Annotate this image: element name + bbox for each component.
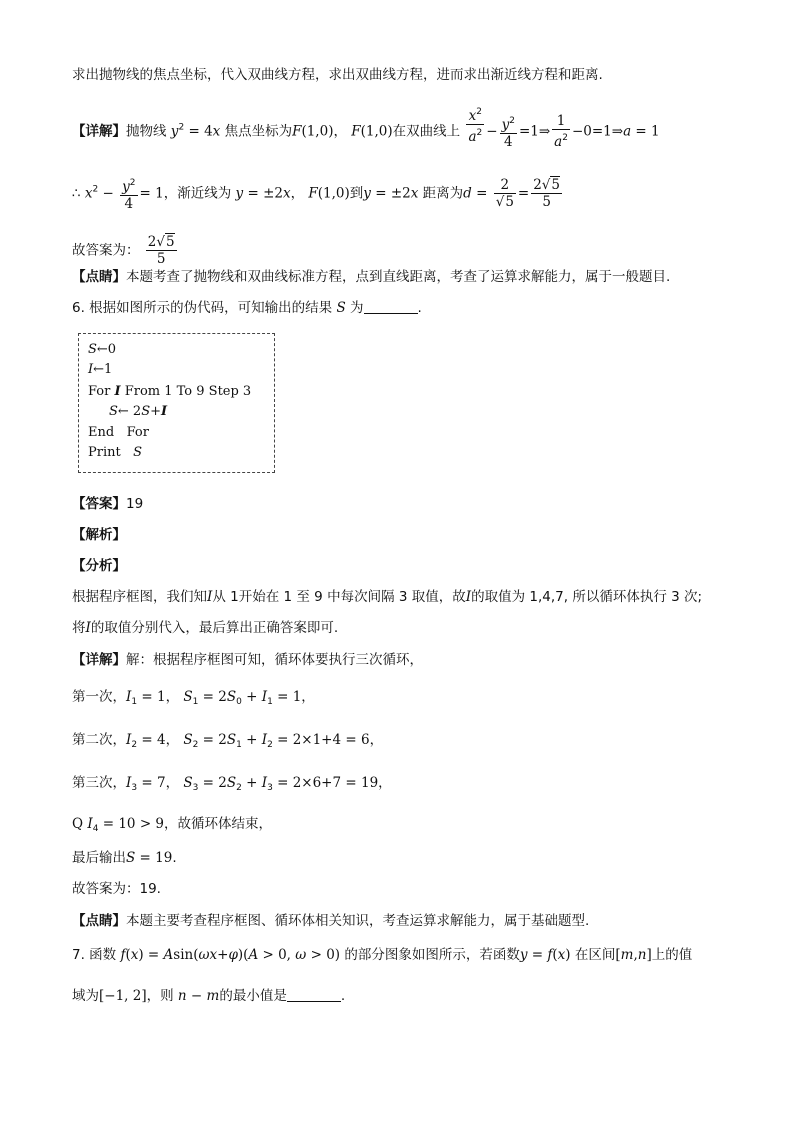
answer-blank: [287, 989, 341, 1002]
comment-label: 【点睛】: [72, 269, 126, 285]
text: 第二次，: [72, 732, 126, 748]
text: ，: [369, 732, 384, 748]
comment-line: [72, 268, 670, 286]
text: 域为: [72, 988, 99, 1004]
text: 故答案为：: [72, 242, 140, 259]
text: 距离为: [422, 185, 464, 202]
text: 在双曲线上: [392, 123, 461, 140]
text: ，: [165, 689, 180, 705]
output-line: 最后输出S = 19.: [72, 850, 177, 866]
text: 的部分图象如图所示，若函数: [344, 947, 520, 963]
code-line: For I From 1 To 9 Step 3: [88, 384, 252, 399]
text-line: [72, 66, 603, 84]
text: 求出抛物线的焦点坐标，代入双曲线方程，求出双曲线方程，进而求出渐近线方程和距离.: [72, 67, 603, 83]
text: 6. 根据如图所示的伪代码，可知输出的结果: [72, 300, 333, 316]
detail2-line: [72, 651, 423, 669]
comment2-line: [72, 912, 589, 930]
text: 本题考查了抛物线和双曲线标准方程，点到直线距离，考查了运算求解能力，属于一般题目.: [126, 269, 671, 285]
fenxi-label: 【分析】: [72, 558, 126, 574]
analysis-heading: [72, 526, 126, 544]
text: 最后输出: [72, 850, 126, 866]
text: .: [172, 850, 177, 866]
code-line: Print S: [88, 445, 143, 460]
code-line: I←1: [88, 362, 113, 377]
text: 的最小值是: [219, 988, 287, 1004]
text: 本题主要考查程序框图、循环体相关知识，考查运算求解能力，属于基础题型.: [126, 913, 590, 929]
text: 为: [350, 300, 364, 316]
code-line: S←0: [88, 342, 117, 357]
text: 焦点坐标为: [224, 123, 293, 140]
answer-value: 19: [126, 496, 144, 512]
text: 根据程序框图，我们知: [72, 589, 207, 605]
answer-line: 故答案为： $\frac{2√5}{5}$: [72, 234, 175, 267]
text: 的取值为 1,4,7, 所以循环体执行 3 次;: [471, 589, 703, 605]
text: 在区间: [574, 947, 616, 963]
text: 解：根据程序框图可知，循环体要执行三次循环，: [126, 652, 423, 668]
text: ，: [290, 185, 305, 202]
text: .: [340, 988, 346, 1004]
question-6: 6. 根据如图所示的伪代码，可知输出的结果 S 为 .: [72, 300, 422, 316]
text: ，则: [146, 988, 174, 1004]
text: ，故循环体结束，: [164, 816, 273, 832]
step-2: 第二次，$I_2 = 4$， $S_2 = 2S_1 + I_2 = 2\times 1+4 = 6$，: [72, 732, 384, 750]
text: 抛物线: [126, 123, 167, 140]
text-line: 根据程序框图，我们知I从 1开始在 1 至 9 中每次间隔 3 取值，故I的取值为 1,4,7, 所以循环体执行 3 次;: [72, 589, 703, 605]
step-1: 第一次，$I_1 = 1$， $S_1 = 2S_0 + I_1 = 1$，: [72, 689, 315, 707]
text: 到: [349, 185, 364, 202]
text: 将: [72, 620, 86, 636]
code-line: S← 2S+I: [109, 404, 168, 419]
text: ，: [301, 689, 315, 705]
text: .: [417, 300, 422, 316]
text: 第一次，: [72, 689, 126, 705]
analysis-label: 【解析】: [72, 527, 126, 543]
formula-line: ∴ $x^2$ − $\frac{y^2}{4}$ = 1，渐近线为 y = ±2x， F(1,0)到y = ±2x 距离为d = $\frac{2}{√5}$ = $\frac{2√5}{5}$: [72, 177, 561, 212]
answer-line-2: [72, 880, 161, 898]
text: 7. 函数: [72, 947, 117, 963]
detail-label: 【详解】: [72, 652, 126, 668]
text: 第三次，: [72, 775, 126, 791]
pseudocode-box: [78, 333, 275, 473]
text: Q: [72, 816, 84, 832]
text: ，: [165, 775, 180, 791]
answer-blank: [364, 301, 418, 314]
text-line: 将I的取值分别代入，最后算出正确答案即可.: [72, 620, 339, 636]
text: 上的值: [651, 947, 693, 963]
code-line: End For: [88, 425, 149, 440]
answer-heading: [72, 495, 143, 513]
fenxi-heading: [72, 557, 126, 575]
text: ，渐近线为: [163, 185, 232, 202]
answer-label: 【答案】: [72, 496, 126, 512]
text: ，: [333, 123, 347, 140]
text: ，: [378, 775, 392, 791]
detail-label: 【详解】: [72, 123, 126, 140]
therefore-symbol: ∴: [72, 185, 81, 202]
text: 故答案为：19.: [72, 881, 161, 897]
comment-label: 【点睛】: [72, 913, 126, 929]
text: 从 1开始在 1 至 9 中每次间隔 3 取值，故: [212, 589, 466, 605]
question-7: 7. 函数 f(x) = Asin(ωx+φ)(A > 0, ω > 0) 的部分图象如图所示，若函数y = f(x) 在区间[m,n]上的值: [72, 947, 693, 963]
detail-line: 【详解】抛物线 $y^2 = 4x$ 焦点坐标为F(1,0)， F(1,0)在双曲线上 $\frac{x^2}{a^2}$ − $\frac{y^2}{4}$ =1⇒ $\frac{1}{a^2}$ −0=1⇒a = 1: [72, 113, 660, 150]
question-7-cont: 域为[−1, 2]，则 n − m的最小值是 .: [72, 988, 346, 1004]
step-3: 第三次，$I_3 = 7$， $S_3 = 2S_2 + I_3 = 2\times 6+7 = 19$，: [72, 775, 392, 793]
text: 的取值分别代入，最后算出正确答案即可.: [90, 620, 339, 636]
text: ，: [165, 732, 180, 748]
step-end: Q $I_4 = 10 > 9$，故循环体结束，: [72, 816, 273, 834]
